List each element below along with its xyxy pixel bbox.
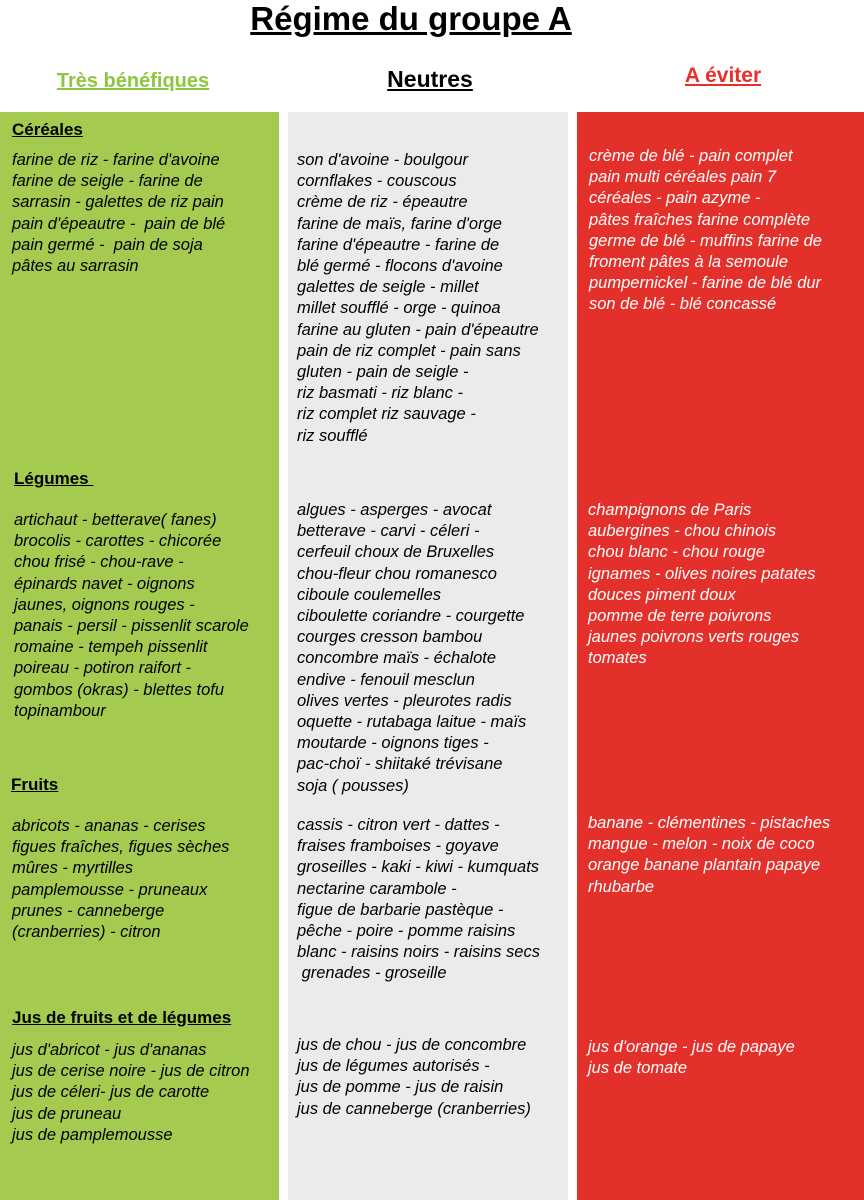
page-title: Régime du groupe A — [250, 0, 572, 37]
section-title-cereales: Céréales — [12, 120, 83, 139]
cereales-neutres-list: son d'avoine - boulgour cornflakes - couscous crème de riz - épeautre farine de maïs, farine d'orge farine d'épeautre - farine de blé germé - flocons d'avoine galettes de seigle - millet millet soufflé - orge - quinoa farine au gluten - pain d'épeautre pain de riz complet - pain sans gluten - pain de seigle - riz basmati - riz blanc - riz complet riz sauvage - riz soufflé — [297, 151, 539, 445]
jus-eviter-list: jus d'orange - jus de papaye jus de tomate — [588, 1038, 795, 1078]
section-title-jus: Jus de fruits et de légumes — [12, 1008, 232, 1027]
jus-benefiques-list: jus d'abricot - jus d'ananas jus de cerise noire - jus de citron jus de céleri- jus de carotte jus de pruneau jus de pamplemousse — [12, 1041, 250, 1144]
fruits-eviter-list: banane - clémentines - pistaches mangue - melon - noix de coco orange banane plantain papaye rhubarbe — [588, 814, 831, 896]
section-title-legumes: Légumes — [14, 469, 94, 488]
column-header-tres-benefiques: Très bénéfiques — [56, 70, 210, 92]
section-title-fruits: Fruits — [11, 775, 59, 794]
jus-neutres-list: jus de chou - jus de concombre jus de légumes autorisés - jus de pomme - jus de raisin jus de canneberge (cranberries) — [297, 1036, 531, 1118]
legumes-benefiques-list: artichaut - betterave( fanes) brocolis - carottes - chicorée chou frisé - chou-rave - épinards navet - oignons jaunes, oignons rouges - panais - persil - pissenlit scarole romaine - tempeh pissenlit poireau - potiron raifort - gombos (okras) - blettes tofu topinambour — [14, 511, 249, 720]
legumes-neutres-list: algues - asperges - avocat betterave - carvi - céleri - cerfeuil choux de Bruxelles chou-fleur chou romanesco ciboule coulemelles ciboulette coriandre - courgette courges cresson bambou concombre maïs - échalote endive - fenouil mesclun olives vertes - pleurotes radis oquette - rutabaga laitue - maïs moutarde - oignons tiges - pac-choï - shiitaké trévisane soja ( pousses) — [297, 501, 527, 795]
cereales-benefiques-list: farine de riz - farine d'avoine farine de seigle - farine de sarrasin - galettes de riz pain pain d'épeautre - pain de blé pain germé - pain de soja pâtes au sarrasin — [12, 151, 226, 276]
legumes-eviter-list: champignons de Paris aubergines - chou chinois chou blanc - chou rouge ignames - olives noires patates douces piment doux pomme de terre poivrons jaunes poivrons verts rouges tomates — [588, 501, 816, 668]
cereales-eviter-list: crème de blé - pain complet pain multi céréales pain 7 céréales - pain azyme - pâtes fraîches farine complète germe de blé - muffins farine de froment pâtes à la semoule pumpernickel - farine de blé dur son de blé - blé concassé — [589, 147, 822, 314]
fruits-benefiques-list: abricots - ananas - cerises figues fraîches, figues sèches mûres - myrtilles pamplemousse - pruneaux prunes - canneberge (cranberries) - citron — [12, 817, 230, 942]
column-header-neutres: Neutres — [387, 66, 473, 92]
column-header-a-eviter: A éviter — [684, 64, 762, 87]
fruits-neutres-list: cassis - citron vert - dattes - fraises framboises - goyave groseilles - kaki - kiwi - kumquats nectarine carambole - figue de barbarie pastèque - pêche - poire - pomme raisins blanc - raisins noirs - raisins secs grenades - groseille — [297, 816, 540, 983]
